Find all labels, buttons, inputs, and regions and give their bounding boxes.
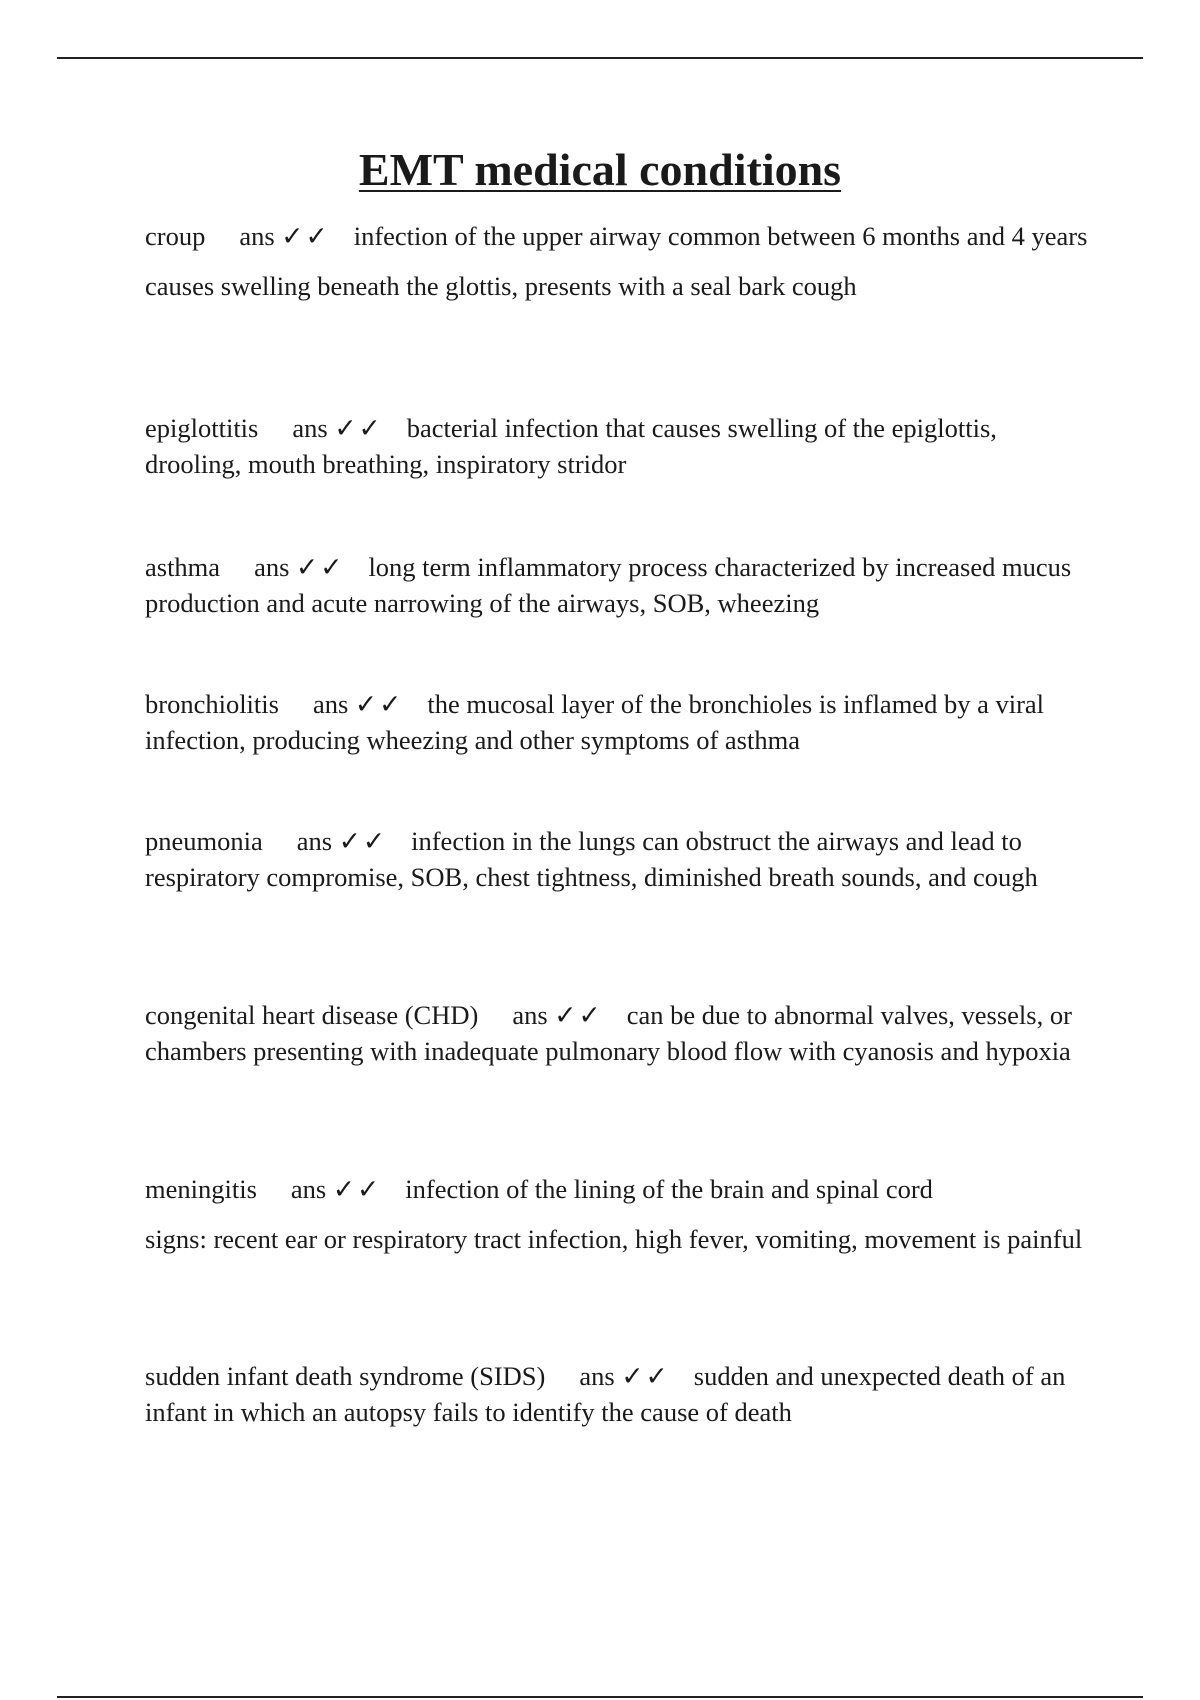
entry-line xyxy=(145,823,1095,895)
entry-line xyxy=(145,686,1095,758)
entry-line xyxy=(145,1358,1095,1430)
entry-definition: infection of the lining of the brain and spinal cord xyxy=(405,1174,933,1204)
entry-pneumonia xyxy=(145,823,1095,895)
check-mark-icon: ✓✓ xyxy=(338,826,388,856)
entry-term: congenital heart disease (CHD) xyxy=(145,1000,479,1030)
entry-term: epiglottitis xyxy=(145,413,259,443)
ans-label: ans xyxy=(579,1361,615,1391)
entry-definition: long term inflammatory process characterized by increased mucus production and acute narrowing of the airways, SOB, wheezing xyxy=(145,552,1072,618)
ans-label: ans xyxy=(296,826,333,856)
check-mark-icon: ✓✓ xyxy=(296,552,345,582)
bottom-rule xyxy=(57,1696,1143,1698)
entry-term: asthma xyxy=(145,552,221,582)
check-mark-icon: ✓✓ xyxy=(554,1000,603,1030)
entry-term: bronchiolitis xyxy=(145,689,279,719)
entry-asthma xyxy=(145,549,1095,621)
entry-meningitis xyxy=(145,1171,1095,1257)
entry-line xyxy=(145,1171,1095,1207)
entry-bronchiolitis xyxy=(145,686,1095,758)
check-mark-icon: ✓✓ xyxy=(334,413,383,443)
ans-label: ans xyxy=(254,552,290,582)
entry-term: croup xyxy=(145,221,206,251)
ans-label: ans xyxy=(292,413,328,443)
entry-croup xyxy=(145,218,1095,304)
ans-label: ans xyxy=(239,221,275,251)
entry-line xyxy=(145,549,1095,621)
entry-line xyxy=(145,218,1095,254)
entry-definition: can be due to abnormal valves, vessels, or chambers presenting with inadequate pulmonary blood flow with cyanosis and hypoxia xyxy=(145,1000,1072,1066)
entry-term: sudden infant death syndrome (SIDS) xyxy=(145,1361,546,1391)
ans-label: ans xyxy=(512,1000,548,1030)
entry-term: pneumonia xyxy=(145,826,263,856)
check-mark-icon: ✓✓ xyxy=(281,221,330,251)
ans-label: ans xyxy=(312,689,349,719)
entry-definition: infection in the lungs can obstruct the airways and lead to respiratory compromise, SOB, chest tightness, diminished breath sounds, and cough xyxy=(145,826,1038,892)
ans-label: ans xyxy=(290,1174,327,1204)
check-mark-icon: ✓✓ xyxy=(354,689,404,719)
entry-term: meningitis xyxy=(145,1174,257,1204)
top-rule xyxy=(57,57,1143,59)
check-mark-icon: ✓✓ xyxy=(621,1361,670,1391)
entry-epiglottitis xyxy=(145,410,1095,482)
entry-definition: bacterial infection that causes swelling of the epiglottis, drooling, mouth breathing, inspiratory stridor xyxy=(145,413,997,479)
entry-definition: the mucosal layer of the bronchioles is inflamed by a viral infection, producing wheezing and other symptoms of asthma xyxy=(145,689,1045,755)
entry-sids xyxy=(145,1358,1095,1430)
entry-definition: infection of the upper airway common between 6 months and 4 years xyxy=(353,221,1088,251)
entry-extra: signs: recent ear or respiratory tract infection, high fever, vomiting, movement is painful xyxy=(145,1224,1083,1254)
entry-line xyxy=(145,997,1095,1069)
entry-chd xyxy=(145,997,1095,1069)
entry-line xyxy=(145,410,1095,482)
entry-definition: sudden and unexpected death of an infant in which an autopsy fails to identify the cause of death xyxy=(145,1361,1066,1427)
entry-extra: causes swelling beneath the glottis, presents with a seal bark cough xyxy=(145,271,857,301)
check-mark-icon: ✓✓ xyxy=(332,1174,382,1204)
page-title: EMT medical conditions xyxy=(358,144,842,195)
